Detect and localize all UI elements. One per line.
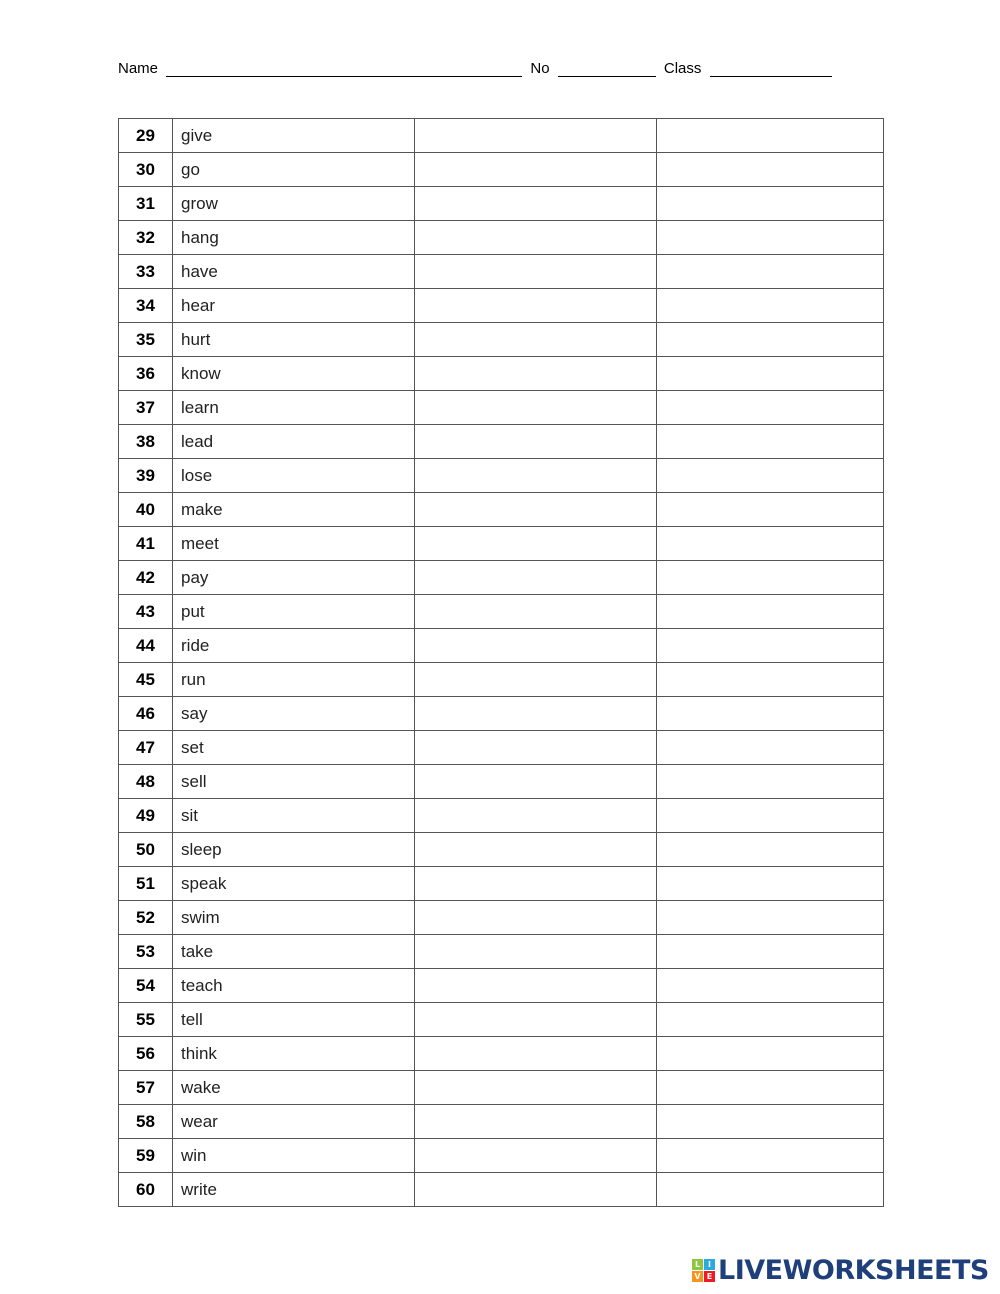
base-verb: sleep — [173, 833, 415, 867]
row-number: 31 — [119, 187, 173, 221]
base-verb: grow — [173, 187, 415, 221]
table-row — [119, 1139, 884, 1173]
answer-cell-participle[interactable] — [657, 1139, 884, 1173]
base-verb: wear — [173, 1105, 415, 1139]
row-number: 43 — [119, 595, 173, 629]
no-blank[interactable] — [558, 60, 656, 77]
answer-cell-past[interactable] — [415, 799, 657, 833]
row-number: 40 — [119, 493, 173, 527]
base-verb: go — [173, 153, 415, 187]
row-number: 60 — [119, 1173, 173, 1207]
table-row — [119, 153, 884, 187]
table-row — [119, 323, 884, 357]
table-row — [119, 731, 884, 765]
answer-cell-participle[interactable] — [657, 425, 884, 459]
table-row — [119, 221, 884, 255]
base-verb: make — [173, 493, 415, 527]
answer-cell-participle[interactable] — [657, 493, 884, 527]
table-row — [119, 561, 884, 595]
base-verb: think — [173, 1037, 415, 1071]
base-verb: ride — [173, 629, 415, 663]
answer-cell-participle[interactable] — [657, 1173, 884, 1207]
base-verb: run — [173, 663, 415, 697]
verb-table — [118, 118, 884, 1207]
answer-cell-participle[interactable] — [657, 527, 884, 561]
student-info-header — [118, 58, 918, 80]
base-verb: swim — [173, 901, 415, 935]
class-blank[interactable] — [710, 60, 832, 77]
answer-cell-participle[interactable] — [657, 459, 884, 493]
answer-cell-participle[interactable] — [657, 663, 884, 697]
answer-cell-past[interactable] — [415, 1037, 657, 1071]
answer-cell-past[interactable] — [415, 867, 657, 901]
class-label: Class — [663, 60, 702, 77]
answer-cell-participle[interactable] — [657, 255, 884, 289]
answer-cell-past[interactable] — [415, 1105, 657, 1139]
base-verb: say — [173, 697, 415, 731]
answer-cell-past[interactable] — [415, 221, 657, 255]
answer-cell-past[interactable] — [415, 731, 657, 765]
answer-cell-participle[interactable] — [657, 1037, 884, 1071]
base-verb: put — [173, 595, 415, 629]
base-verb: hurt — [173, 323, 415, 357]
answer-cell-past[interactable] — [415, 901, 657, 935]
answer-cell-past[interactable] — [415, 425, 657, 459]
answer-cell-past[interactable] — [415, 153, 657, 187]
table-row — [119, 527, 884, 561]
table-row — [119, 697, 884, 731]
base-verb: hang — [173, 221, 415, 255]
base-verb: meet — [173, 527, 415, 561]
row-number: 52 — [119, 901, 173, 935]
row-number: 56 — [119, 1037, 173, 1071]
row-number: 49 — [119, 799, 173, 833]
answer-cell-past[interactable] — [415, 323, 657, 357]
row-number: 45 — [119, 663, 173, 697]
base-verb: tell — [173, 1003, 415, 1037]
base-verb: set — [173, 731, 415, 765]
table-row — [119, 1173, 884, 1207]
answer-cell-past[interactable] — [415, 935, 657, 969]
row-number: 44 — [119, 629, 173, 663]
answer-cell-participle[interactable] — [657, 799, 884, 833]
logo-mark-i: I — [704, 1259, 715, 1270]
base-verb: give — [173, 119, 415, 153]
answer-cell-past[interactable] — [415, 255, 657, 289]
base-verb: teach — [173, 969, 415, 1003]
base-verb: speak — [173, 867, 415, 901]
answer-cell-past[interactable] — [415, 833, 657, 867]
answer-cell-past[interactable] — [415, 629, 657, 663]
answer-cell-past[interactable] — [415, 595, 657, 629]
answer-cell-participle[interactable] — [657, 935, 884, 969]
answer-cell-participle[interactable] — [657, 187, 884, 221]
liveworksheets-logo-text: LIVEWORKSHEETS — [718, 1254, 989, 1286]
row-number: 51 — [119, 867, 173, 901]
base-verb: know — [173, 357, 415, 391]
answer-cell-past[interactable] — [415, 1139, 657, 1173]
table-row — [119, 391, 884, 425]
base-verb: lead — [173, 425, 415, 459]
answer-cell-participle[interactable] — [657, 901, 884, 935]
row-number: 30 — [119, 153, 173, 187]
base-verb: pay — [173, 561, 415, 595]
row-number: 39 — [119, 459, 173, 493]
answer-cell-past[interactable] — [415, 527, 657, 561]
table-row — [119, 357, 884, 391]
row-number: 34 — [119, 289, 173, 323]
table-row — [119, 833, 884, 867]
answer-cell-participle[interactable] — [657, 595, 884, 629]
no-label: No — [530, 60, 550, 77]
row-number: 47 — [119, 731, 173, 765]
answer-cell-past[interactable] — [415, 289, 657, 323]
row-number: 57 — [119, 1071, 173, 1105]
row-number: 53 — [119, 935, 173, 969]
row-number: 32 — [119, 221, 173, 255]
table-row — [119, 289, 884, 323]
row-number: 58 — [119, 1105, 173, 1139]
liveworksheets-logo-mark — [692, 1259, 715, 1282]
answer-cell-past[interactable] — [415, 459, 657, 493]
table-row — [119, 867, 884, 901]
row-number: 29 — [119, 119, 173, 153]
table-row — [119, 255, 884, 289]
name-label: Name — [118, 60, 159, 77]
table-row — [119, 765, 884, 799]
row-number: 54 — [119, 969, 173, 1003]
answer-cell-participle[interactable] — [657, 323, 884, 357]
answer-cell-participle[interactable] — [657, 867, 884, 901]
row-number: 46 — [119, 697, 173, 731]
table-row — [119, 119, 884, 153]
answer-cell-participle[interactable] — [657, 969, 884, 1003]
verb-table-body — [119, 119, 884, 1207]
answer-cell-participle[interactable] — [657, 697, 884, 731]
answer-cell-past[interactable] — [415, 493, 657, 527]
table-row — [119, 493, 884, 527]
row-number: 59 — [119, 1139, 173, 1173]
row-number: 41 — [119, 527, 173, 561]
table-row — [119, 629, 884, 663]
logo-mark-v: V — [692, 1271, 703, 1282]
answer-cell-past[interactable] — [415, 1173, 657, 1207]
base-verb: win — [173, 1139, 415, 1173]
base-verb: take — [173, 935, 415, 969]
answer-cell-past[interactable] — [415, 357, 657, 391]
answer-cell-participle[interactable] — [657, 1105, 884, 1139]
base-verb: sell — [173, 765, 415, 799]
answer-cell-past[interactable] — [415, 391, 657, 425]
row-number: 35 — [119, 323, 173, 357]
table-row — [119, 663, 884, 697]
liveworksheets-logo — [692, 1254, 989, 1286]
row-number: 33 — [119, 255, 173, 289]
answer-cell-participle[interactable] — [657, 221, 884, 255]
row-number: 38 — [119, 425, 173, 459]
answer-cell-participle[interactable] — [657, 153, 884, 187]
row-number: 55 — [119, 1003, 173, 1037]
table-row — [119, 935, 884, 969]
answer-cell-past[interactable] — [415, 1071, 657, 1105]
table-row — [119, 1037, 884, 1071]
row-number: 48 — [119, 765, 173, 799]
answer-cell-participle[interactable] — [657, 357, 884, 391]
answer-cell-past[interactable] — [415, 561, 657, 595]
answer-cell-participle[interactable] — [657, 391, 884, 425]
answer-cell-participle[interactable] — [657, 833, 884, 867]
row-number: 37 — [119, 391, 173, 425]
answer-cell-past[interactable] — [415, 765, 657, 799]
answer-cell-participle[interactable] — [657, 765, 884, 799]
answer-cell-past[interactable] — [415, 187, 657, 221]
base-verb: learn — [173, 391, 415, 425]
base-verb: hear — [173, 289, 415, 323]
answer-cell-past[interactable] — [415, 697, 657, 731]
row-number: 50 — [119, 833, 173, 867]
table-row — [119, 1105, 884, 1139]
answer-cell-participle[interactable] — [657, 289, 884, 323]
answer-cell-past[interactable] — [415, 1003, 657, 1037]
table-row — [119, 969, 884, 1003]
base-verb: lose — [173, 459, 415, 493]
name-blank[interactable] — [166, 60, 522, 77]
row-number: 36 — [119, 357, 173, 391]
base-verb: wake — [173, 1071, 415, 1105]
base-verb: have — [173, 255, 415, 289]
answer-cell-participle[interactable] — [657, 629, 884, 663]
answer-cell-participle[interactable] — [657, 561, 884, 595]
table-row — [119, 1071, 884, 1105]
answer-cell-past[interactable] — [415, 969, 657, 1003]
logo-mark-e: E — [704, 1271, 715, 1282]
answer-cell-participle[interactable] — [657, 731, 884, 765]
table-row — [119, 901, 884, 935]
base-verb: write — [173, 1173, 415, 1207]
answer-cell-past[interactable] — [415, 119, 657, 153]
table-row — [119, 1003, 884, 1037]
answer-cell-participle[interactable] — [657, 1071, 884, 1105]
row-number: 42 — [119, 561, 173, 595]
table-row — [119, 595, 884, 629]
table-row — [119, 459, 884, 493]
table-row — [119, 187, 884, 221]
answer-cell-participle[interactable] — [657, 119, 884, 153]
table-row — [119, 799, 884, 833]
answer-cell-past[interactable] — [415, 663, 657, 697]
base-verb: sit — [173, 799, 415, 833]
table-row — [119, 425, 884, 459]
logo-mark-l: L — [692, 1259, 703, 1270]
answer-cell-participle[interactable] — [657, 1003, 884, 1037]
